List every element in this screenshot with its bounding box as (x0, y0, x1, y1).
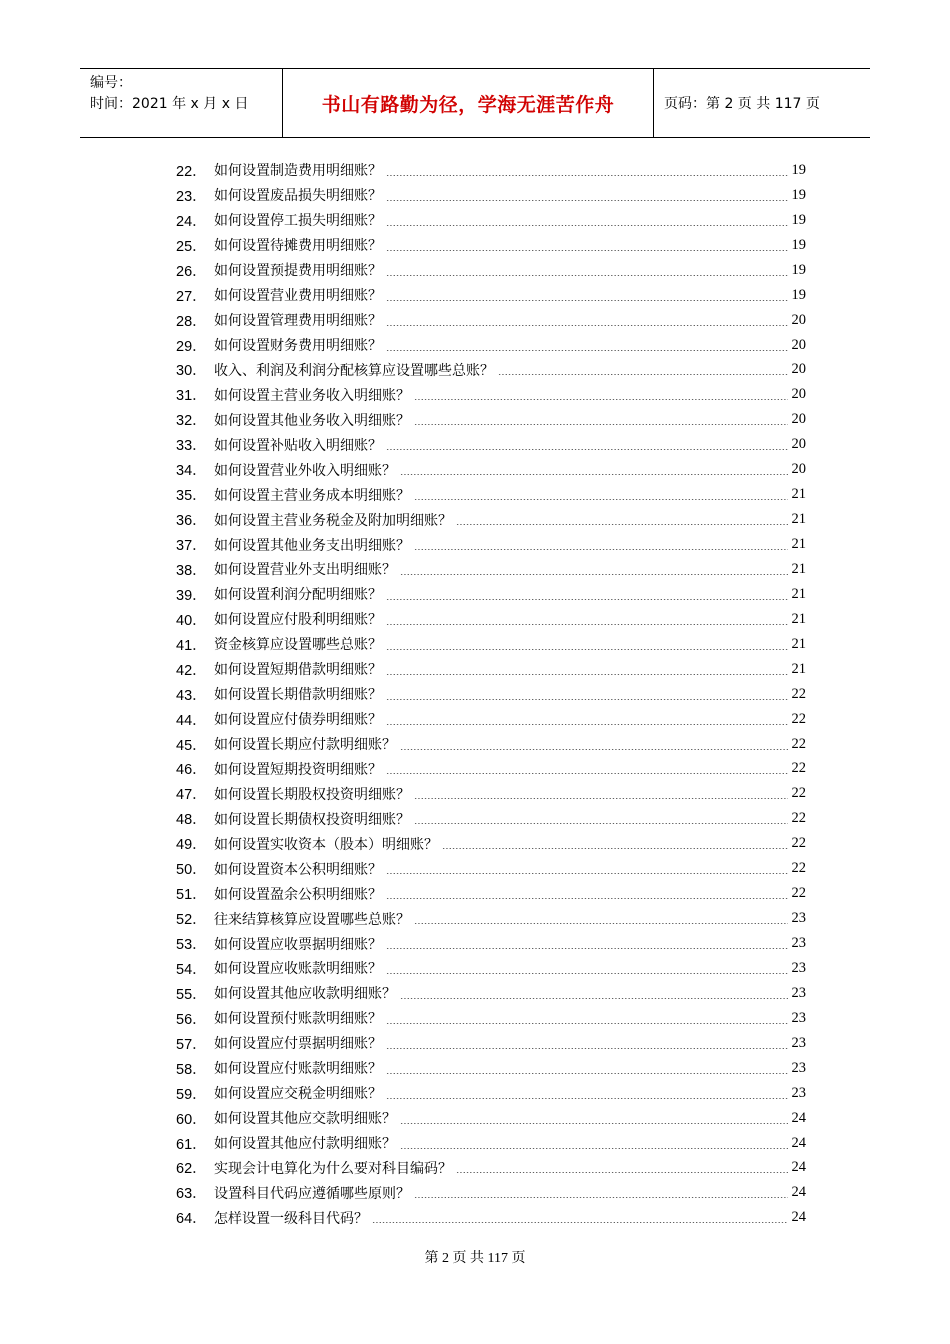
toc-entry[interactable] (176, 482, 806, 507)
toc-entry-title: 往来结算核算应设置哪些总账？ (214, 911, 410, 928)
toc-dot-leader (400, 474, 788, 475)
toc-dot-leader (386, 773, 788, 774)
toc-entry-page: 24 (791, 1184, 806, 1201)
toc-entry-number: 40． (176, 612, 207, 629)
toc-entry-title: 如何设置营业外支出明细账？ (214, 562, 396, 579)
toc-entry-title: 如何设置应付票据明细账？ (214, 1036, 382, 1053)
toc-dot-leader (386, 1098, 788, 1099)
header-page-info: 页码：第 2 页 共 117 页 (664, 96, 820, 112)
toc-entry[interactable] (176, 757, 806, 782)
toc-entry-number: 47． (176, 787, 207, 804)
toc-entry-number: 38． (176, 562, 207, 579)
toc-entry-number: 64． (176, 1211, 207, 1228)
toc-entry-title: 如何设置其他应付款明细账？ (214, 1136, 396, 1153)
toc-entry-title: 如何设置应付股利明细账？ (214, 612, 382, 629)
toc-entry-page: 20 (791, 461, 806, 478)
toc-entry-page: 22 (791, 685, 806, 702)
toc-dot-leader (386, 175, 788, 176)
toc-entry[interactable] (176, 557, 806, 582)
toc-entry-page: 21 (791, 610, 806, 627)
toc-entry-page: 21 (791, 585, 806, 602)
toc-entry-page: 19 (791, 286, 806, 303)
toc-entry-number: 54． (176, 961, 207, 978)
toc-entry-number: 41． (176, 637, 207, 654)
toc-dot-leader (414, 798, 788, 799)
toc-entry-page: 21 (791, 560, 806, 577)
toc-entry-number: 29． (176, 338, 207, 355)
toc-entry-number: 63． (176, 1186, 207, 1203)
toc-entry[interactable] (176, 233, 806, 258)
toc-dot-leader (386, 1073, 788, 1074)
toc-entry[interactable] (176, 1106, 806, 1131)
toc-entry[interactable] (176, 1056, 806, 1081)
toc-dot-leader (386, 200, 788, 201)
toc-entry-title: 如何设置实收资本（股本）明细账？ (214, 836, 438, 853)
toc-entry-page: 22 (791, 885, 806, 902)
toc-entry[interactable] (176, 856, 806, 881)
page-header (80, 68, 870, 138)
toc-entry-number: 44． (176, 712, 207, 729)
toc-entry[interactable] (176, 1081, 806, 1106)
toc-entry-title: 如何设置其他业务收入明细账？ (214, 412, 410, 429)
toc-entry[interactable] (176, 432, 806, 457)
toc-entry[interactable] (176, 158, 806, 183)
toc-entry[interactable] (176, 407, 806, 432)
toc-entry-title: 如何设置长期股权投资明细账？ (214, 786, 410, 803)
toc-entry-page: 20 (791, 361, 806, 378)
toc-entry[interactable] (176, 806, 806, 831)
toc-entry-number: 37． (176, 538, 207, 555)
toc-entry-title: 如何设置应交税金明细账？ (214, 1086, 382, 1103)
toc-entry-page: 23 (791, 1084, 806, 1101)
toc-entry-number: 28． (176, 313, 207, 330)
toc-entry-page: 21 (791, 486, 806, 503)
toc-entry-title: 如何设置短期借款明细账？ (214, 662, 382, 679)
toc-entry-page: 23 (791, 984, 806, 1001)
toc-entry[interactable] (176, 707, 806, 732)
toc-entry-page: 23 (791, 1034, 806, 1051)
toc-dot-leader (386, 350, 788, 351)
toc-dot-leader (442, 848, 788, 849)
toc-entry-title: 如何设置补贴收入明细账？ (214, 437, 382, 454)
toc-entry[interactable] (176, 682, 806, 707)
toc-entry[interactable] (176, 1205, 806, 1230)
toc-entry[interactable] (176, 457, 806, 482)
toc-entry-title: 如何设置制造费用明细账？ (214, 163, 382, 180)
toc-entry-number: 45． (176, 737, 207, 754)
toc-entry-number: 31． (176, 388, 207, 405)
toc-entry[interactable] (176, 956, 806, 981)
toc-entry-page: 24 (791, 1209, 806, 1226)
toc-entry[interactable] (176, 1006, 806, 1031)
toc-entry-page: 21 (791, 635, 806, 652)
toc-entry-page: 20 (791, 411, 806, 428)
toc-dot-leader (386, 898, 788, 899)
toc-entry[interactable] (176, 333, 806, 358)
toc-entry[interactable] (176, 632, 806, 657)
toc-dot-leader (414, 399, 788, 400)
toc-entry-page: 21 (791, 536, 806, 553)
toc-dot-leader (386, 449, 788, 450)
toc-entry[interactable] (176, 582, 806, 607)
toc-entry-page: 21 (791, 660, 806, 677)
toc-entry-title: 如何设置其他业务支出明细账？ (214, 537, 410, 554)
toc-entry-number: 49． (176, 837, 207, 854)
toc-entry-number: 23． (176, 188, 207, 205)
toc-entry-title: 如何设置待摊费用明细账？ (214, 238, 382, 255)
toc-entry-title: 设置科目代码应遵循哪些原则？ (214, 1185, 410, 1202)
toc-dot-leader (400, 1123, 788, 1124)
toc-entry-number: 39． (176, 587, 207, 604)
toc-entry-number: 36． (176, 513, 207, 530)
toc-entry-number: 56． (176, 1011, 207, 1028)
toc-entry-title: 如何设置预付账款明细账？ (214, 1011, 382, 1028)
toc-entry-number: 25． (176, 238, 207, 255)
toc-entry-number: 62． (176, 1161, 207, 1178)
toc-dot-leader (372, 1222, 788, 1223)
toc-entry-title: 如何设置资本公积明细账？ (214, 861, 382, 878)
toc-dot-leader (386, 973, 788, 974)
toc-entry[interactable] (176, 1156, 806, 1181)
toc-entry[interactable] (176, 881, 806, 906)
toc-entry[interactable] (176, 532, 806, 557)
toc-entry-page: 23 (791, 1009, 806, 1026)
toc-entry-title: 如何设置主营业务收入明细账？ (214, 387, 410, 404)
toc-entry[interactable] (176, 308, 806, 333)
page-footer: 第 2 页 共 117 页 (424, 1251, 526, 1266)
toc-entry-number: 48． (176, 812, 207, 829)
toc-entry-title: 实现会计电算化为什么要对科目编码？ (214, 1160, 452, 1177)
toc-entry-page: 22 (791, 860, 806, 877)
toc-entry-number: 32． (176, 413, 207, 430)
toc-dot-leader (414, 499, 788, 500)
toc-entry[interactable] (176, 1131, 806, 1156)
toc-entry[interactable] (176, 931, 806, 956)
toc-entry-title: 如何设置主营业务成本明细账？ (214, 487, 410, 504)
toc-dot-leader (400, 1148, 788, 1149)
toc-entry-title: 如何设置短期投资明细账？ (214, 761, 382, 778)
toc-entry[interactable] (176, 906, 806, 931)
toc-entry-title: 如何设置停工损失明细账？ (214, 213, 382, 230)
toc-dot-leader (414, 424, 788, 425)
toc-entry-page: 19 (791, 186, 806, 203)
toc-entry-page: 21 (791, 511, 806, 528)
toc-entry[interactable] (176, 358, 806, 383)
toc-dot-leader (400, 998, 788, 999)
document-number-label: 编号： (90, 75, 132, 91)
toc-dot-leader (386, 649, 788, 650)
toc-entry-number: 43． (176, 687, 207, 704)
toc-entry-number: 58． (176, 1061, 207, 1078)
toc-entry-page: 23 (791, 1059, 806, 1076)
toc-entry[interactable] (176, 382, 806, 407)
toc-entry-page: 24 (791, 1134, 806, 1151)
toc-entry-page: 22 (791, 810, 806, 827)
toc-entry-title: 如何设置长期应付款明细账？ (214, 737, 396, 754)
toc-dot-leader (386, 674, 788, 675)
toc-entry-page: 22 (791, 785, 806, 802)
toc-entry-number: 30． (176, 363, 207, 380)
toc-entry-title: 如何设置其他应交款明细账？ (214, 1111, 396, 1128)
toc-entry-page: 19 (791, 211, 806, 228)
toc-dot-leader (386, 325, 788, 326)
toc-dot-leader (414, 549, 788, 550)
toc-entry-page: 23 (791, 959, 806, 976)
toc-entry-title: 如何设置盈余公积明细账？ (214, 886, 382, 903)
toc-dot-leader (414, 923, 788, 924)
header-meta (80, 69, 282, 137)
toc-entry-page: 19 (791, 261, 806, 278)
toc-entry-title: 如何设置营业费用明细账？ (214, 288, 382, 305)
toc-entry-number: 46． (176, 762, 207, 779)
toc-dot-leader (386, 699, 788, 700)
toc-entry-title: 怎样设置一级科目代码？ (214, 1210, 368, 1227)
toc-entry-title: 资金核算应设置哪些总账？ (214, 637, 382, 654)
header-motto: 书山有路勤为径，学海无涯苦作舟 (282, 69, 654, 137)
toc-entry-title: 如何设置长期借款明细账？ (214, 687, 382, 704)
toc-entry-title: 如何设置废品损失明细账？ (214, 188, 382, 205)
toc-dot-leader (414, 1197, 788, 1198)
toc-entry[interactable] (176, 1180, 806, 1205)
toc-entry[interactable] (176, 1031, 806, 1056)
toc-dot-leader (386, 225, 788, 226)
toc-dot-leader (400, 749, 788, 750)
toc-dot-leader (414, 823, 788, 824)
toc-entry-number: 33． (176, 438, 207, 455)
toc-dot-leader (400, 574, 788, 575)
toc-entry-page: 22 (791, 835, 806, 852)
toc-entry[interactable] (176, 208, 806, 233)
toc-entry-page: 20 (791, 386, 806, 403)
toc-entry-page: 23 (791, 935, 806, 952)
toc-entry-number: 52． (176, 912, 207, 929)
toc-dot-leader (456, 524, 788, 525)
toc-dot-leader (386, 250, 788, 251)
toc-dot-leader (386, 948, 788, 949)
toc-dot-leader (386, 873, 788, 874)
toc-dot-leader (456, 1172, 788, 1173)
toc-entry-page: 20 (791, 311, 806, 328)
toc-entry[interactable] (176, 981, 806, 1006)
toc-entry-title: 如何设置利润分配明细账？ (214, 587, 382, 604)
toc-entry-title: 如何设置应付账款明细账？ (214, 1061, 382, 1078)
toc-entry[interactable] (176, 607, 806, 632)
toc-entry-number: 55． (176, 986, 207, 1003)
toc-dot-leader (386, 599, 788, 600)
toc-dot-leader (386, 275, 788, 276)
toc-entry[interactable] (176, 781, 806, 806)
toc-entry-page: 22 (791, 735, 806, 752)
toc-entry-number: 24． (176, 213, 207, 230)
toc-entry-number: 50． (176, 862, 207, 879)
toc-entry-number: 60． (176, 1111, 207, 1128)
toc-entry-title: 如何设置营业外收入明细账？ (214, 462, 396, 479)
toc-dot-leader (386, 1023, 788, 1024)
toc-entry-page: 20 (791, 436, 806, 453)
toc-entry-number: 35． (176, 488, 207, 505)
toc-entry-page: 20 (791, 336, 806, 353)
toc-dot-leader (386, 624, 788, 625)
toc-entry-number: 42． (176, 662, 207, 679)
toc-entry-number: 57． (176, 1036, 207, 1053)
toc-entry[interactable] (176, 732, 806, 757)
document-date: 时间：2021 年 x 月 x 日 (90, 96, 249, 112)
toc-dot-leader (386, 724, 788, 725)
toc-entry[interactable] (176, 283, 806, 308)
toc-entry-title: 如何设置应收票据明细账？ (214, 936, 382, 953)
toc-entry-title: 如何设置其他应收款明细账？ (214, 986, 396, 1003)
toc-entry-number: 34． (176, 463, 207, 480)
toc-entry-title: 如何设置财务费用明细账？ (214, 338, 382, 355)
toc-entry-page: 19 (791, 161, 806, 178)
toc-entry-title: 如何设置应付债券明细账？ (214, 712, 382, 729)
toc-entry-number: 27． (176, 288, 207, 305)
toc-entry-number: 22． (176, 163, 207, 180)
toc-entry-number: 59． (176, 1086, 207, 1103)
toc-entry-page: 22 (791, 760, 806, 777)
toc-entry[interactable] (176, 258, 806, 283)
toc-entry-title: 如何设置预提费用明细账？ (214, 263, 382, 280)
toc-entry-title: 收入、利润及利润分配核算应设置哪些总账？ (214, 362, 494, 379)
table-of-contents (176, 158, 806, 1230)
toc-entry-title: 如何设置主营业务税金及附加明细账？ (214, 512, 452, 529)
toc-dot-leader (498, 374, 788, 375)
toc-entry[interactable] (176, 657, 806, 682)
toc-dot-leader (386, 1048, 788, 1049)
toc-entry-page: 24 (791, 1109, 806, 1126)
toc-entry-page: 19 (791, 236, 806, 253)
toc-entry[interactable] (176, 831, 806, 856)
toc-entry[interactable] (176, 183, 806, 208)
toc-entry-number: 53． (176, 937, 207, 954)
toc-entry-number: 51． (176, 887, 207, 904)
toc-entry-number: 26． (176, 263, 207, 280)
toc-entry-number: 61． (176, 1136, 207, 1153)
toc-entry-title: 如何设置应收账款明细账？ (214, 961, 382, 978)
toc-entry-page: 22 (791, 710, 806, 727)
toc-entry-page: 24 (791, 1159, 806, 1176)
toc-entry[interactable] (176, 507, 806, 532)
toc-entry-page: 23 (791, 910, 806, 927)
toc-dot-leader (386, 300, 788, 301)
toc-entry-title: 如何设置长期债权投资明细账？ (214, 811, 410, 828)
toc-entry-title: 如何设置管理费用明细账？ (214, 313, 382, 330)
